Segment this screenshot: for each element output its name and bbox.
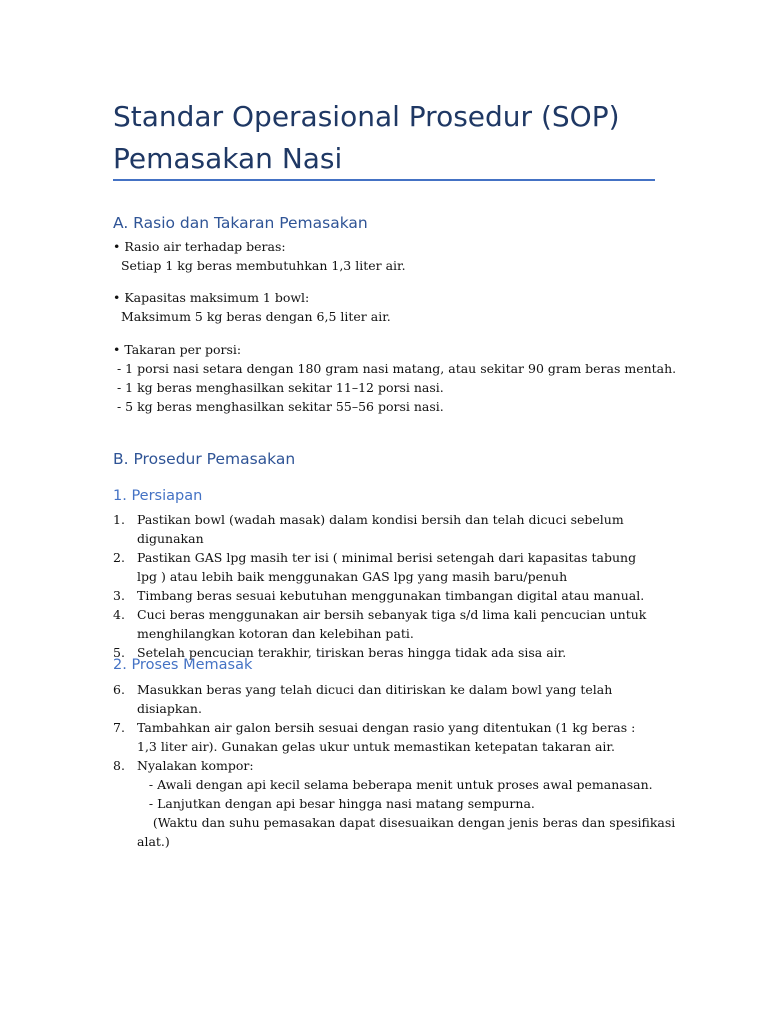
kapasitas-detail: Maksimum 5 kg beras dengan 6,5 liter air. — [113, 309, 391, 324]
persiapan-heading: 1. Persiapan — [113, 488, 203, 504]
rasio-label: • Rasio air terhadap beras: — [113, 239, 286, 254]
section-b-heading: B. Prosedur Pemasakan — [113, 450, 296, 468]
step-text: Pastikan GAS lpg masih ter isi ( minimal berisi setengah dari kapasitas tabung lpg ) atau lebih baik menggunakan GAS lpg yang masih baru/penuh — [137, 550, 637, 584]
kapasitas-block — [113, 288, 658, 326]
step-text: Tambahkan air galon bersih sesuai dengan rasio yang ditentukan (1 kg beras : 1,3 liter air). Gunakan gelas ukur untuk memastikan ketepatan takaran air. — [137, 720, 636, 754]
step-number: 8. — [113, 758, 125, 773]
rasio-block — [113, 237, 658, 275]
document-title — [113, 96, 658, 180]
step-text: Masukkan beras yang telah dicuci dan ditiriskan ke dalam bowl yang telah disiapkan. — [137, 682, 613, 716]
takaran-label: • Takaran per porsi: — [113, 342, 242, 357]
title-line-2: Pemasakan Nasi — [113, 142, 343, 175]
step-number: 6. — [113, 682, 125, 697]
step-8-sub-item: - Lanjutkan dengan api besar hingga nasi matang sempurna. — [137, 796, 535, 811]
persiapan-steps — [113, 510, 658, 662]
list-item — [113, 586, 658, 605]
title-line-1: Standar Operasional Prosedur (SOP) — [113, 100, 620, 133]
step-number: 2. — [113, 550, 125, 565]
list-item — [113, 718, 658, 756]
step-8-sub-item: - Awali dengan api kecil selama beberapa menit untuk proses awal pemanasan. — [137, 777, 653, 792]
step-text: Nyalakan kompor: — [137, 758, 254, 773]
title-underline — [113, 179, 655, 181]
proses-steps — [113, 680, 676, 851]
list-item — [113, 756, 676, 851]
step-text: Timbang beras sesuai kebutuhan menggunakan timbangan digital atau manual. — [137, 588, 645, 603]
step-number: 1. — [113, 512, 125, 527]
step-number: 7. — [113, 720, 125, 735]
takaran-item: - 1 porsi nasi setara dengan 180 gram nasi matang, atau sekitar 90 gram beras mentah. — [113, 361, 677, 376]
step-text: Pastikan bowl (wadah masak) dalam kondisi bersih dan telah dicuci sebelum digunakan — [137, 512, 624, 546]
rasio-detail: Setiap 1 kg beras membutuhkan 1,3 liter air. — [113, 258, 406, 273]
takaran-item: - 5 kg beras menghasilkan sekitar 55–56 porsi nasi. — [113, 399, 444, 414]
step-8-end: alat.) — [137, 834, 170, 849]
list-item — [113, 680, 658, 718]
kapasitas-label: • Kapasitas maksimum 1 bowl: — [113, 290, 310, 305]
list-item — [113, 548, 658, 586]
proses-heading: 2. Proses Memasak — [113, 657, 253, 673]
takaran-item: - 1 kg beras menghasilkan sekitar 11–12 porsi nasi. — [113, 380, 444, 395]
section-a-heading: A. Rasio dan Takaran Pemasakan — [113, 214, 368, 232]
step-text: Cuci beras menggunakan air bersih sebanyak tiga s/d lima kali pencucian untuk menghilangkan kotoran dan kelebihan pati. — [137, 607, 647, 641]
step-8-sub-item: (Waktu dan suhu pemasakan dapat disesuaikan dengan jenis beras dan spesifikasi — [137, 815, 676, 830]
step-number: 3. — [113, 588, 125, 603]
takaran-block — [113, 340, 677, 416]
step-number: 5. — [113, 645, 125, 660]
step-number: 4. — [113, 607, 125, 622]
list-item — [113, 510, 658, 548]
list-item — [113, 605, 658, 643]
step-text: Setelah pencucian terakhir, tiriskan beras hingga tidak ada sisa air. — [137, 645, 567, 660]
